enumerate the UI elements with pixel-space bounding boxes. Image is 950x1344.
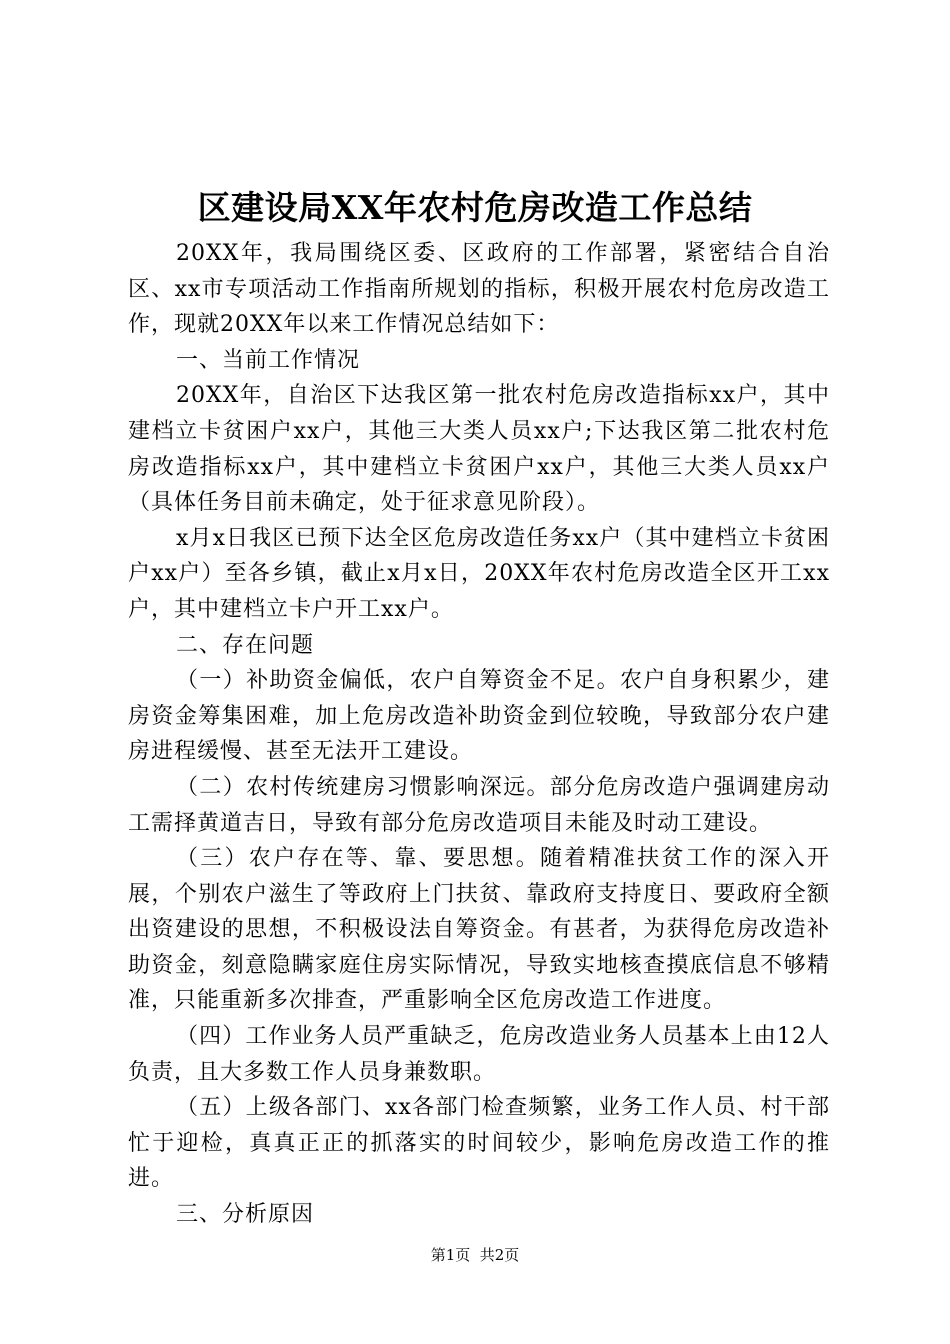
paragraph-progress: x月x日我区已预下达全区危房改造任务xx户（其中建档立卡贫困户xx户）至各乡镇，截止x月x日，20XX年农村危房改造全区开工xx户，其中建档立卡户开工xx户。	[128, 525, 830, 622]
document-body	[128, 236, 830, 1233]
section-heading-current-work: 一、当前工作情况	[176, 347, 361, 373]
paragraph-indicators: 20XX年，自治区下达我区第一批农村危房改造指标xx户，其中建档立卡贫困户xx户，其他三大类人员xx户;下达我区第二批农村危房改造指标xx户，其中建档立卡贫困户xx户，其他三大类人员xx户（具体任务目前未确定，处于征求意见阶段）。	[128, 383, 830, 516]
page-footer: 第1页 共2页	[430, 1246, 520, 1264]
section-heading-problems: 二、存在问题	[176, 632, 315, 658]
problem-item-1: （一）补助资金偏低，农户自筹资金不足。农户自身积累少，建房资金筹集困难，加上危房改造补助资金到位较晚，导致部分农户建房进程缓慢、甚至无法开工建设。	[128, 668, 830, 765]
intro-paragraph: 20XX年，我局围绕区委、区政府的工作部署，紧密结合自治区、xx市专项活动工作指南所规划的指标，积极开展农村危房改造工作，现就20XX年以来工作情况总结如下：	[128, 241, 830, 338]
problem-item-3: （三）农户存在等、靠、要思想。随着精准扶贫工作的深入开展，个别农户滋生了等政府上门扶贫、靠政府支持度日、要政府全额出资建设的思想，不积极设法自筹资金。有甚者，为获得危房改造补助资金，刻意隐瞒家庭住房实际情况，导致实地核查摸底信息不够精准，只能重新多次排查，严重影响全区危房改造工作进度。	[128, 846, 830, 1014]
problem-item-4: （四）工作业务人员严重缺乏，危房改造业务人员基本上由12人负责，且大多数工作人员身兼数职。	[128, 1024, 830, 1085]
document-title: 区建设局XX年农村危房改造工作总结	[197, 188, 753, 227]
section-heading-analysis: 三、分析原因	[176, 1202, 315, 1228]
problem-item-5: （五）上级各部门、xx各部门检查频繁，业务工作人员、村干部忙于迎检，真真正正的抓落实的时间较少，影响危房改造工作的推进。	[128, 1095, 830, 1192]
problem-item-2: （二）农村传统建房习惯影响深远。部分危房改造户强调建房动工需择黄道吉日，导致有部分危房改造项目未能及时动工建设。	[128, 774, 830, 836]
